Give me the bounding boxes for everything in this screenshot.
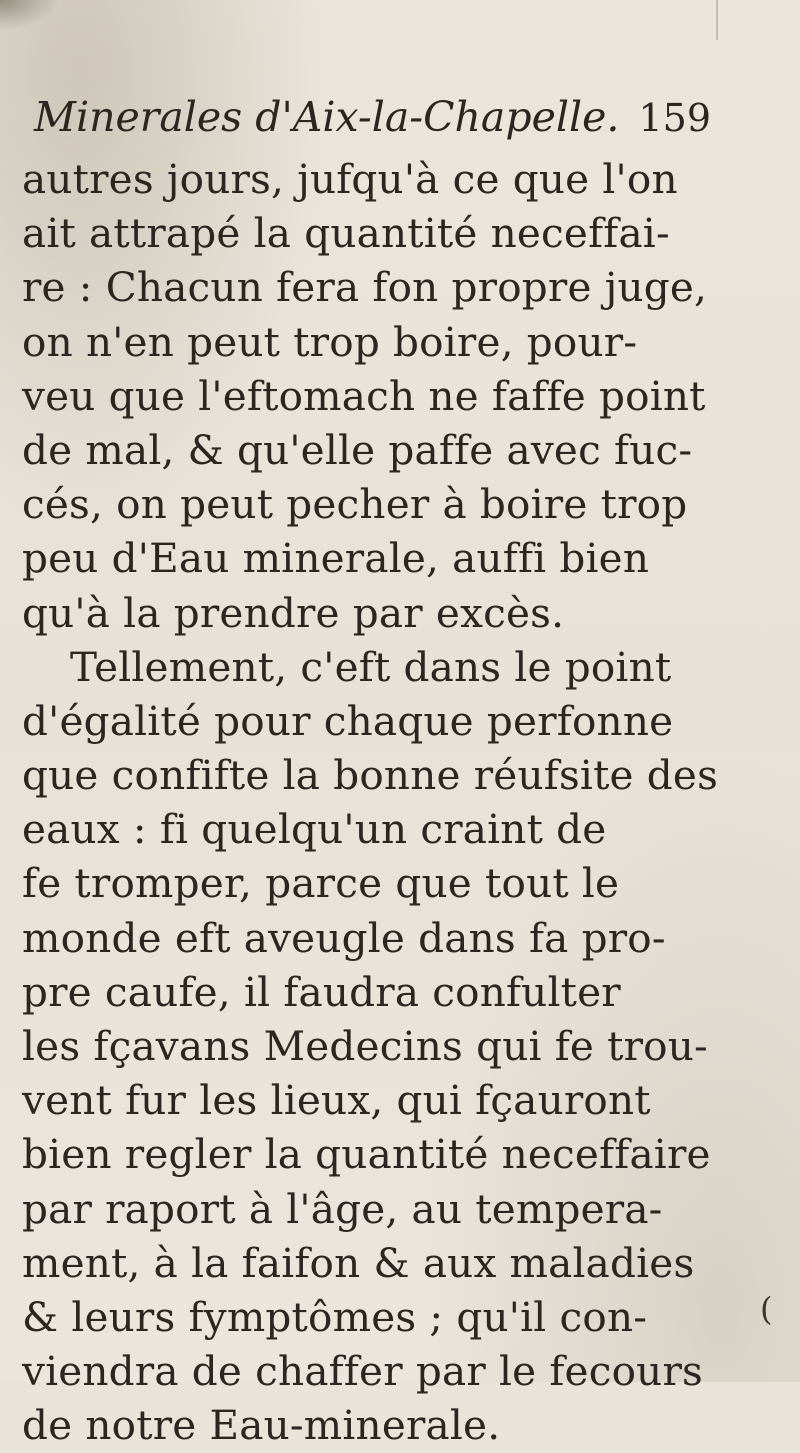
text-line: re : Chacun fera fon propre juge,: [22, 263, 708, 312]
text-line: que confifte la bonne réufsite des: [22, 751, 719, 800]
text-line: vent fur les lieux, qui fçauront: [22, 1076, 651, 1125]
text-line: viendra de chaffer par le fecours: [22, 1347, 704, 1396]
body-text: [22, 152, 782, 1453]
text-line: eaux : fi quelqu'un craint de: [22, 805, 607, 854]
text-line: par raport à l'âge, au tempera-: [22, 1184, 663, 1233]
text-line: de mal, & qu'elle paffe avec fuc-: [22, 425, 693, 474]
text-line: & leurs fymptômes ; qu'il con-: [22, 1292, 648, 1341]
page-edge-mark: [716, 0, 718, 40]
text-line: autres jours, jufqu'à ce que l'on: [22, 155, 678, 203]
text-line: ait attrapé la quantité neceffai-: [22, 209, 670, 258]
text-line: pre caufe, il faudra confulter: [22, 967, 621, 1016]
text-line: les fçavans Medecins qui fe trou-: [22, 1022, 708, 1070]
text-line: veu que l'eftomach ne faffe point: [22, 371, 706, 420]
text-line: cés, on peut pecher à boire trop: [22, 480, 688, 529]
text-line: qu'à la prendre par excès.: [22, 588, 565, 637]
page-corner-stain: [0, 0, 60, 30]
running-header: [34, 90, 711, 145]
running-title: Minerales d'Aix-la-Chapelle.: [34, 93, 620, 141]
text-line: on n'en peut trop boire, pour-: [22, 317, 638, 366]
text-line: de notre Eau-minerale.: [22, 1401, 501, 1450]
text-line: peu d'Eau minerale, auffi bien: [22, 534, 650, 583]
text-line: bien regler la quantité neceffaire: [22, 1130, 711, 1179]
text-line: fe tromper, parce que tout le: [22, 859, 620, 908]
text-line: d'égalité pour chaque perfonne: [22, 696, 674, 745]
text-line: ment, à la faifon & aux maladies: [22, 1238, 695, 1287]
text-line: monde eft aveugle dans fa pro-: [22, 913, 666, 962]
paragraph-start-line: Tellement, c'eft dans le point: [70, 642, 672, 691]
page-number: 159: [638, 96, 711, 140]
catchword: (: [760, 1290, 773, 1328]
